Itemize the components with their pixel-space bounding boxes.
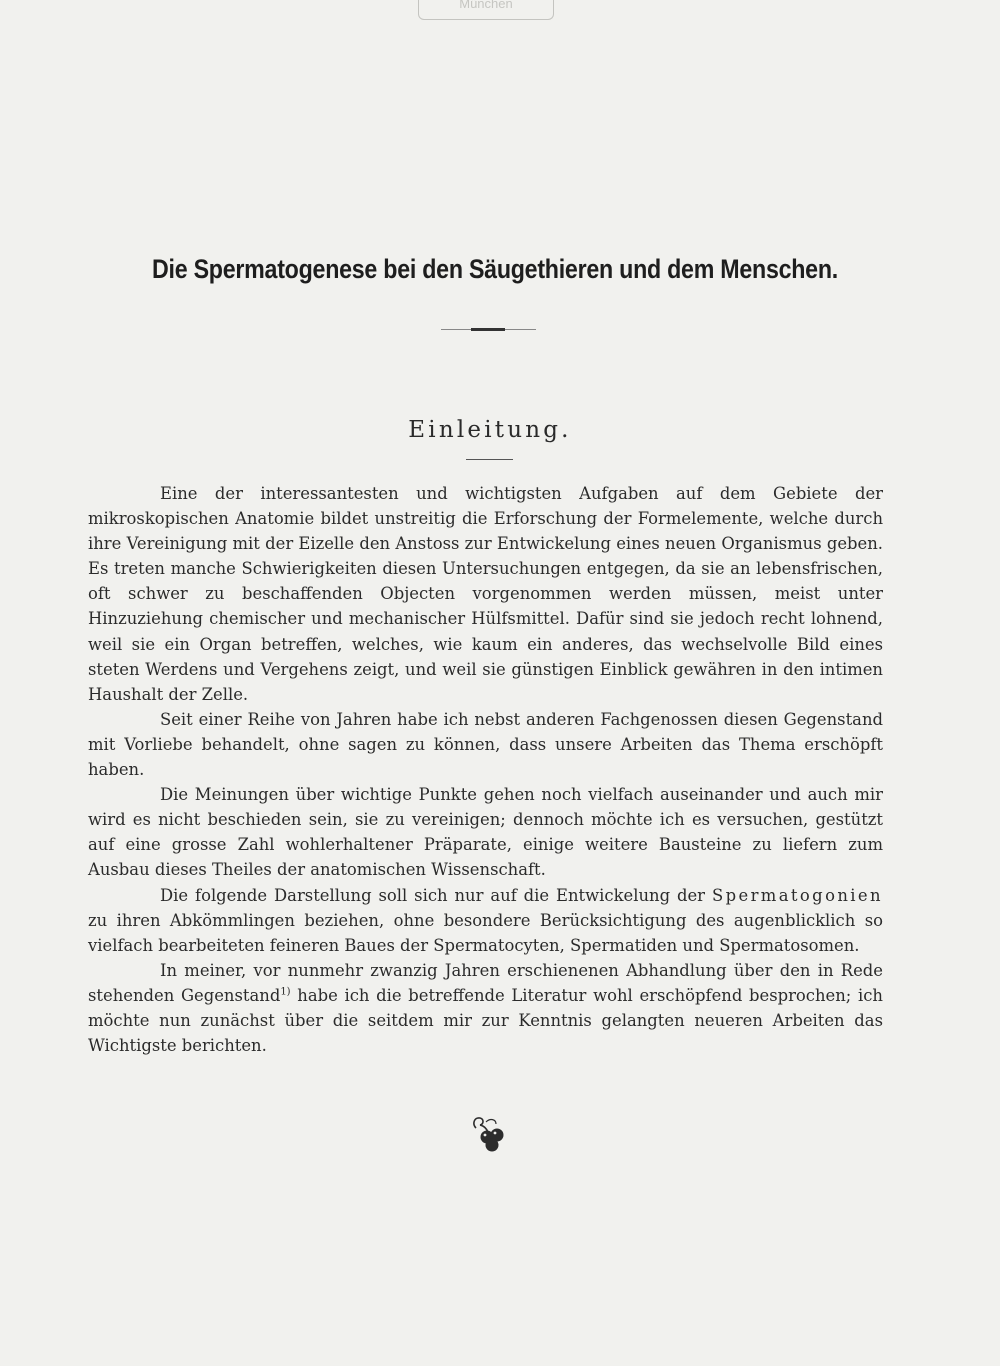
paragraph-4-end: zu ihren Abkömmlingen beziehen, ohne besondere Berücksichtigung des augenblicklich so vielfach bearbeiteten feineren Baues der Spermatocyten, Spermatiden und Spermatosomen. [88,910,883,955]
library-stamp [418,0,554,20]
paragraph-4-start: Die folgende Darstellung soll sich nur auf die Entwickelung der [160,885,706,905]
body-text [88,481,883,1058]
paragraph-5 [88,958,883,1058]
paragraph-5-start: In meiner, vor nunmehr zwanzig Jahren erschienenen Abhandlung über den in Rede stehenden Gegenstand [88,960,883,1005]
paragraph-3: Die Meinungen über wichtige Punkte gehen noch vielfach auseinander und auch mir wird es nicht beschieden sein, sie zu vereinigen; dennoch möchte ich es versuchen, gestützt auf eine grosse Zahl wohlerhaltener Präparate, einige weitere Bausteine zu liefern zum Ausbau dieses Theiles der anatomischen Wissenschaft. [88,785,883,880]
spaced-term: Spermatogonien [711,885,883,905]
paragraph-2: Seit einer Reihe von Jahren habe ich nebst anderen Fachgenossen diesen Gegenstand mit Vorliebe behandelt, ohne sagen zu können, dass unsere Arbeiten das Thema erschöpft haben. [88,709,883,780]
footnote-marker: 1) [280,986,291,998]
paragraph-5-end: habe ich die betreffende Literatur wohl erschöpfend besprochen; ich möchte nun zunächst über die seitdem mir zur Kenntnis gelangten neueren Arbeiten das Wichtigste berichten. [88,985,883,1056]
stamp-label: München [459,0,513,11]
section-heading: Einleitung. [408,417,572,443]
page-title: Die Spermatogenese bei den Säugethieren und dem Menschen. [152,254,838,284]
paragraph-4 [88,883,883,958]
heading-divider [466,459,513,460]
title-divider [441,329,536,330]
paragraph-1: Eine der interessantesten und wichtigsten Aufgaben auf dem Gebiete der mikroskopischen Anatomie bildet unstreitig die Erforschung der Formelemente, welche durch ihre Vereinigung mit der Eizelle den Anstoss zur Entwickelung eines neuen Organismus geben. Es treten manche Schwierigkeiten diesen Untersuchungen entgegen, da sie an lebensfrischen, oft schwer zu beschaffenden Objecten vorgenommen werden müssen, meist unter Hinzuziehung chemischer und mechanischer Hülfsmittel. Dafür sind sie jedoch recht lohnend, weil sie ein Organ betreffen, welches, wie kaum ein anderes, das wechselvolle Bild eines steten Werdens und Vergehens zeigt, und weil sie günstigen Einblick gewähren in den intimen Haushalt der Zelle. [88,484,883,704]
trefoil-ornament-icon [466,1110,514,1156]
